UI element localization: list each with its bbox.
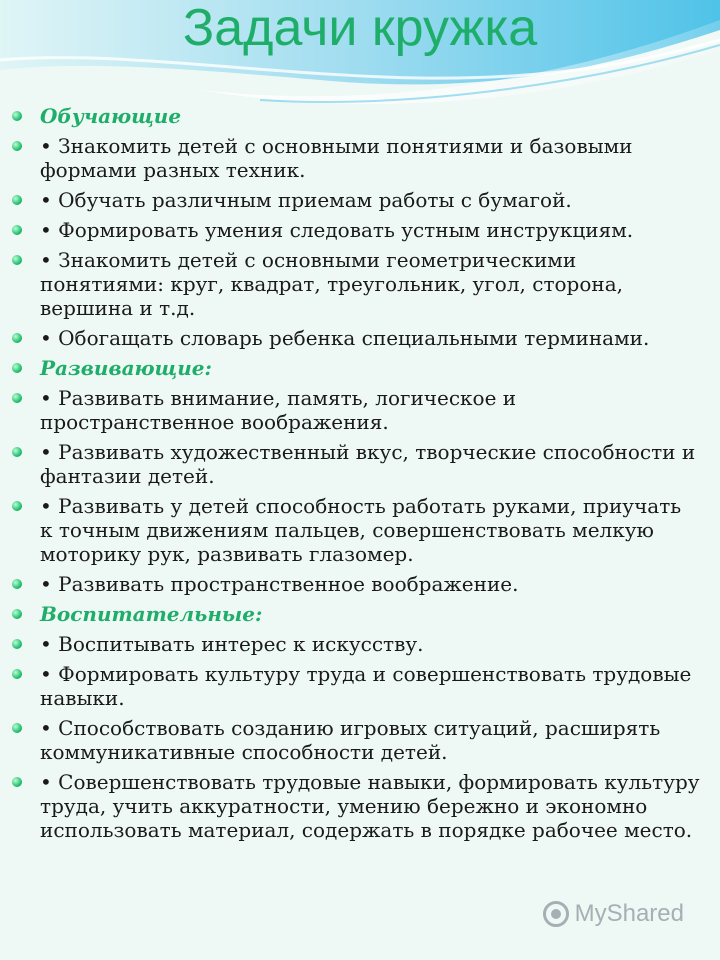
section-header: Воспитательные:	[0, 602, 720, 626]
myshared-logo-icon	[543, 901, 569, 927]
list-item: • Знакомить детей с основными понятиями и базовыми формами разных техник.	[0, 134, 720, 182]
task-list	[0, 104, 720, 848]
list-item: • Обогащать словарь ребенка специальными терминами.	[0, 326, 720, 350]
watermark	[543, 900, 684, 928]
list-item: • Развивать у детей способность работать руками, приучать к точным движениям пальцев, совершенствовать мелкую моторику рук, развивать глазомер.	[0, 494, 720, 566]
section-header: Развивающие:	[0, 356, 720, 380]
section-header: Обучающие	[0, 104, 720, 128]
list-item: • Способствовать созданию игровых ситуаций, расширять коммуникативные способности детей.	[0, 716, 720, 764]
list-item: • Знакомить детей с основными геометрическими понятиями: круг, квадрат, треугольник, угол, сторона, вершина и т.д.	[0, 248, 720, 320]
list-item: • Развивать художественный вкус, творческие способности и фантазии детей.	[0, 440, 720, 488]
list-item: • Развивать пространственное воображение.	[0, 572, 720, 596]
list-item: • Обучать различным приемам работы с бумагой.	[0, 188, 720, 212]
list-item: • Формировать умения следовать устным инструкциям.	[0, 218, 720, 242]
list-item: • Развивать внимание, память, логическое и пространственное воображения.	[0, 386, 720, 434]
page-title: Задачи кружка	[182, 0, 538, 57]
list-item: • Формировать культуру труда и совершенствовать трудовые навыки.	[0, 662, 720, 710]
watermark-text: MyShared	[574, 900, 684, 927]
list-item: • Совершенствовать трудовые навыки, формировать культуру труда, учить аккуратности, умению бережно и экономно использовать материал, содержать в порядке рабочее место.	[0, 770, 720, 842]
list-item: • Воспитывать интерес к искусству.	[0, 632, 720, 656]
